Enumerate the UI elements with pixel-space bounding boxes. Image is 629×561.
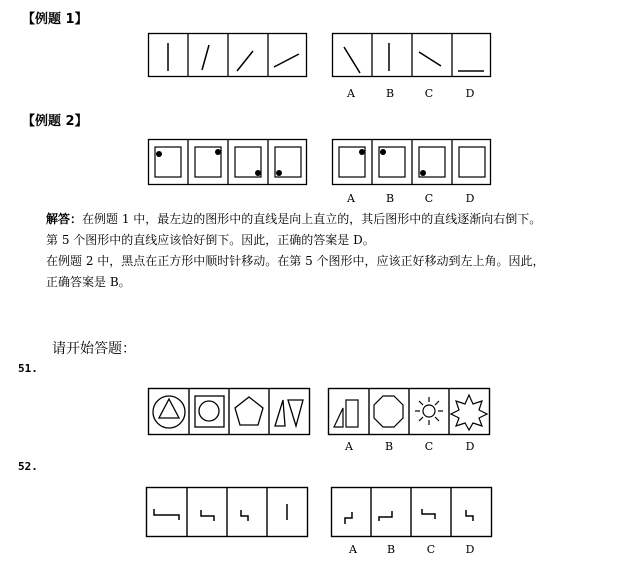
solution-text-1: 在例题 1 中，最左边的图形中的直线是向上直立的，其后图形中的直线逐渐向右倒下。 [82, 212, 542, 226]
option-b-step-line [379, 511, 392, 521]
start-prompt: 请开始答题： [52, 341, 136, 357]
question-51-options-strip [328, 388, 491, 436]
option-a-dot [359, 149, 365, 155]
option-c-sun-shape [415, 397, 443, 425]
solution-line-3: 在例题 2 中，黑点在正方形中顺时针移动。在第 5 个图形中，应该正好移动到左上角。因此， [46, 254, 545, 268]
question-52-option-b-label: B [386, 543, 396, 556]
question-51-stem-strip [148, 388, 311, 436]
example1-options-strip [332, 33, 492, 78]
option-a-triangle-rectangle-shape [334, 400, 358, 427]
question-51-option-c-label: C [424, 440, 434, 453]
option-a-line [344, 47, 360, 73]
dot-top-left [156, 151, 162, 157]
option-c-line [419, 52, 441, 66]
dot-bottom-left [276, 170, 282, 176]
step-line-2 [201, 510, 214, 521]
solution-line-4: 正确答案是 B。 [46, 275, 131, 289]
question-51-number: 51. [18, 362, 38, 375]
step-line-3 [241, 510, 248, 521]
option-d-step-line [466, 510, 473, 521]
example2-option-c-label: C [424, 192, 434, 205]
pentagon-shape [235, 397, 263, 425]
question-52-option-c-label: C [426, 543, 436, 556]
solution-line-2: 第 5 个图形中的直线应该恰好倒下。因此，正确的答案是 D。 [46, 233, 375, 247]
dot-top-right [215, 149, 221, 155]
option-b-dot [380, 149, 386, 155]
line-tilted-medium [237, 51, 253, 71]
question-52-stem-strip [146, 487, 309, 538]
solution-line-1 [46, 209, 541, 230]
solution-label: 解答： [46, 212, 83, 226]
option-c-step-line [422, 509, 435, 519]
option-b-octagon-shape [374, 396, 403, 427]
example2-option-a-label: A [347, 192, 355, 205]
example1-heading: 【例题 1】 [22, 12, 88, 27]
square-with-circle-shape [195, 396, 224, 427]
example2-option-d-label: D [465, 192, 475, 205]
option-a-step-line [345, 512, 352, 524]
dot-bottom-right [255, 170, 261, 176]
example1-option-d-label: D [465, 87, 475, 100]
line-tilted-large [274, 54, 299, 67]
example2-options-strip [332, 139, 492, 186]
example2-heading: 【例题 2】 [22, 114, 88, 129]
question-51-option-d-label: D [465, 440, 475, 453]
question-52-number: 52. [18, 460, 38, 473]
circle-with-triangle-shape [153, 396, 185, 428]
question-52-options-strip [331, 487, 493, 538]
example1-option-b-label: B [385, 87, 395, 100]
example2-question-strip [148, 139, 308, 186]
option-c-dot [420, 170, 426, 176]
option-d-eight-point-star-shape [451, 395, 487, 430]
question-51-option-a-label: A [345, 440, 353, 453]
example2-option-b-label: B [385, 192, 395, 205]
two-triangles-shape [275, 400, 303, 426]
question-51-option-b-label: B [384, 440, 394, 453]
example1-option-c-label: C [424, 87, 434, 100]
question-52-option-d-label: D [465, 543, 475, 556]
line-tilted-slight [202, 45, 209, 70]
example1-option-a-label: A [347, 87, 355, 100]
example1-question-strip [148, 33, 308, 78]
step-line-1 [154, 509, 179, 520]
question-52-option-a-label: A [349, 543, 357, 556]
